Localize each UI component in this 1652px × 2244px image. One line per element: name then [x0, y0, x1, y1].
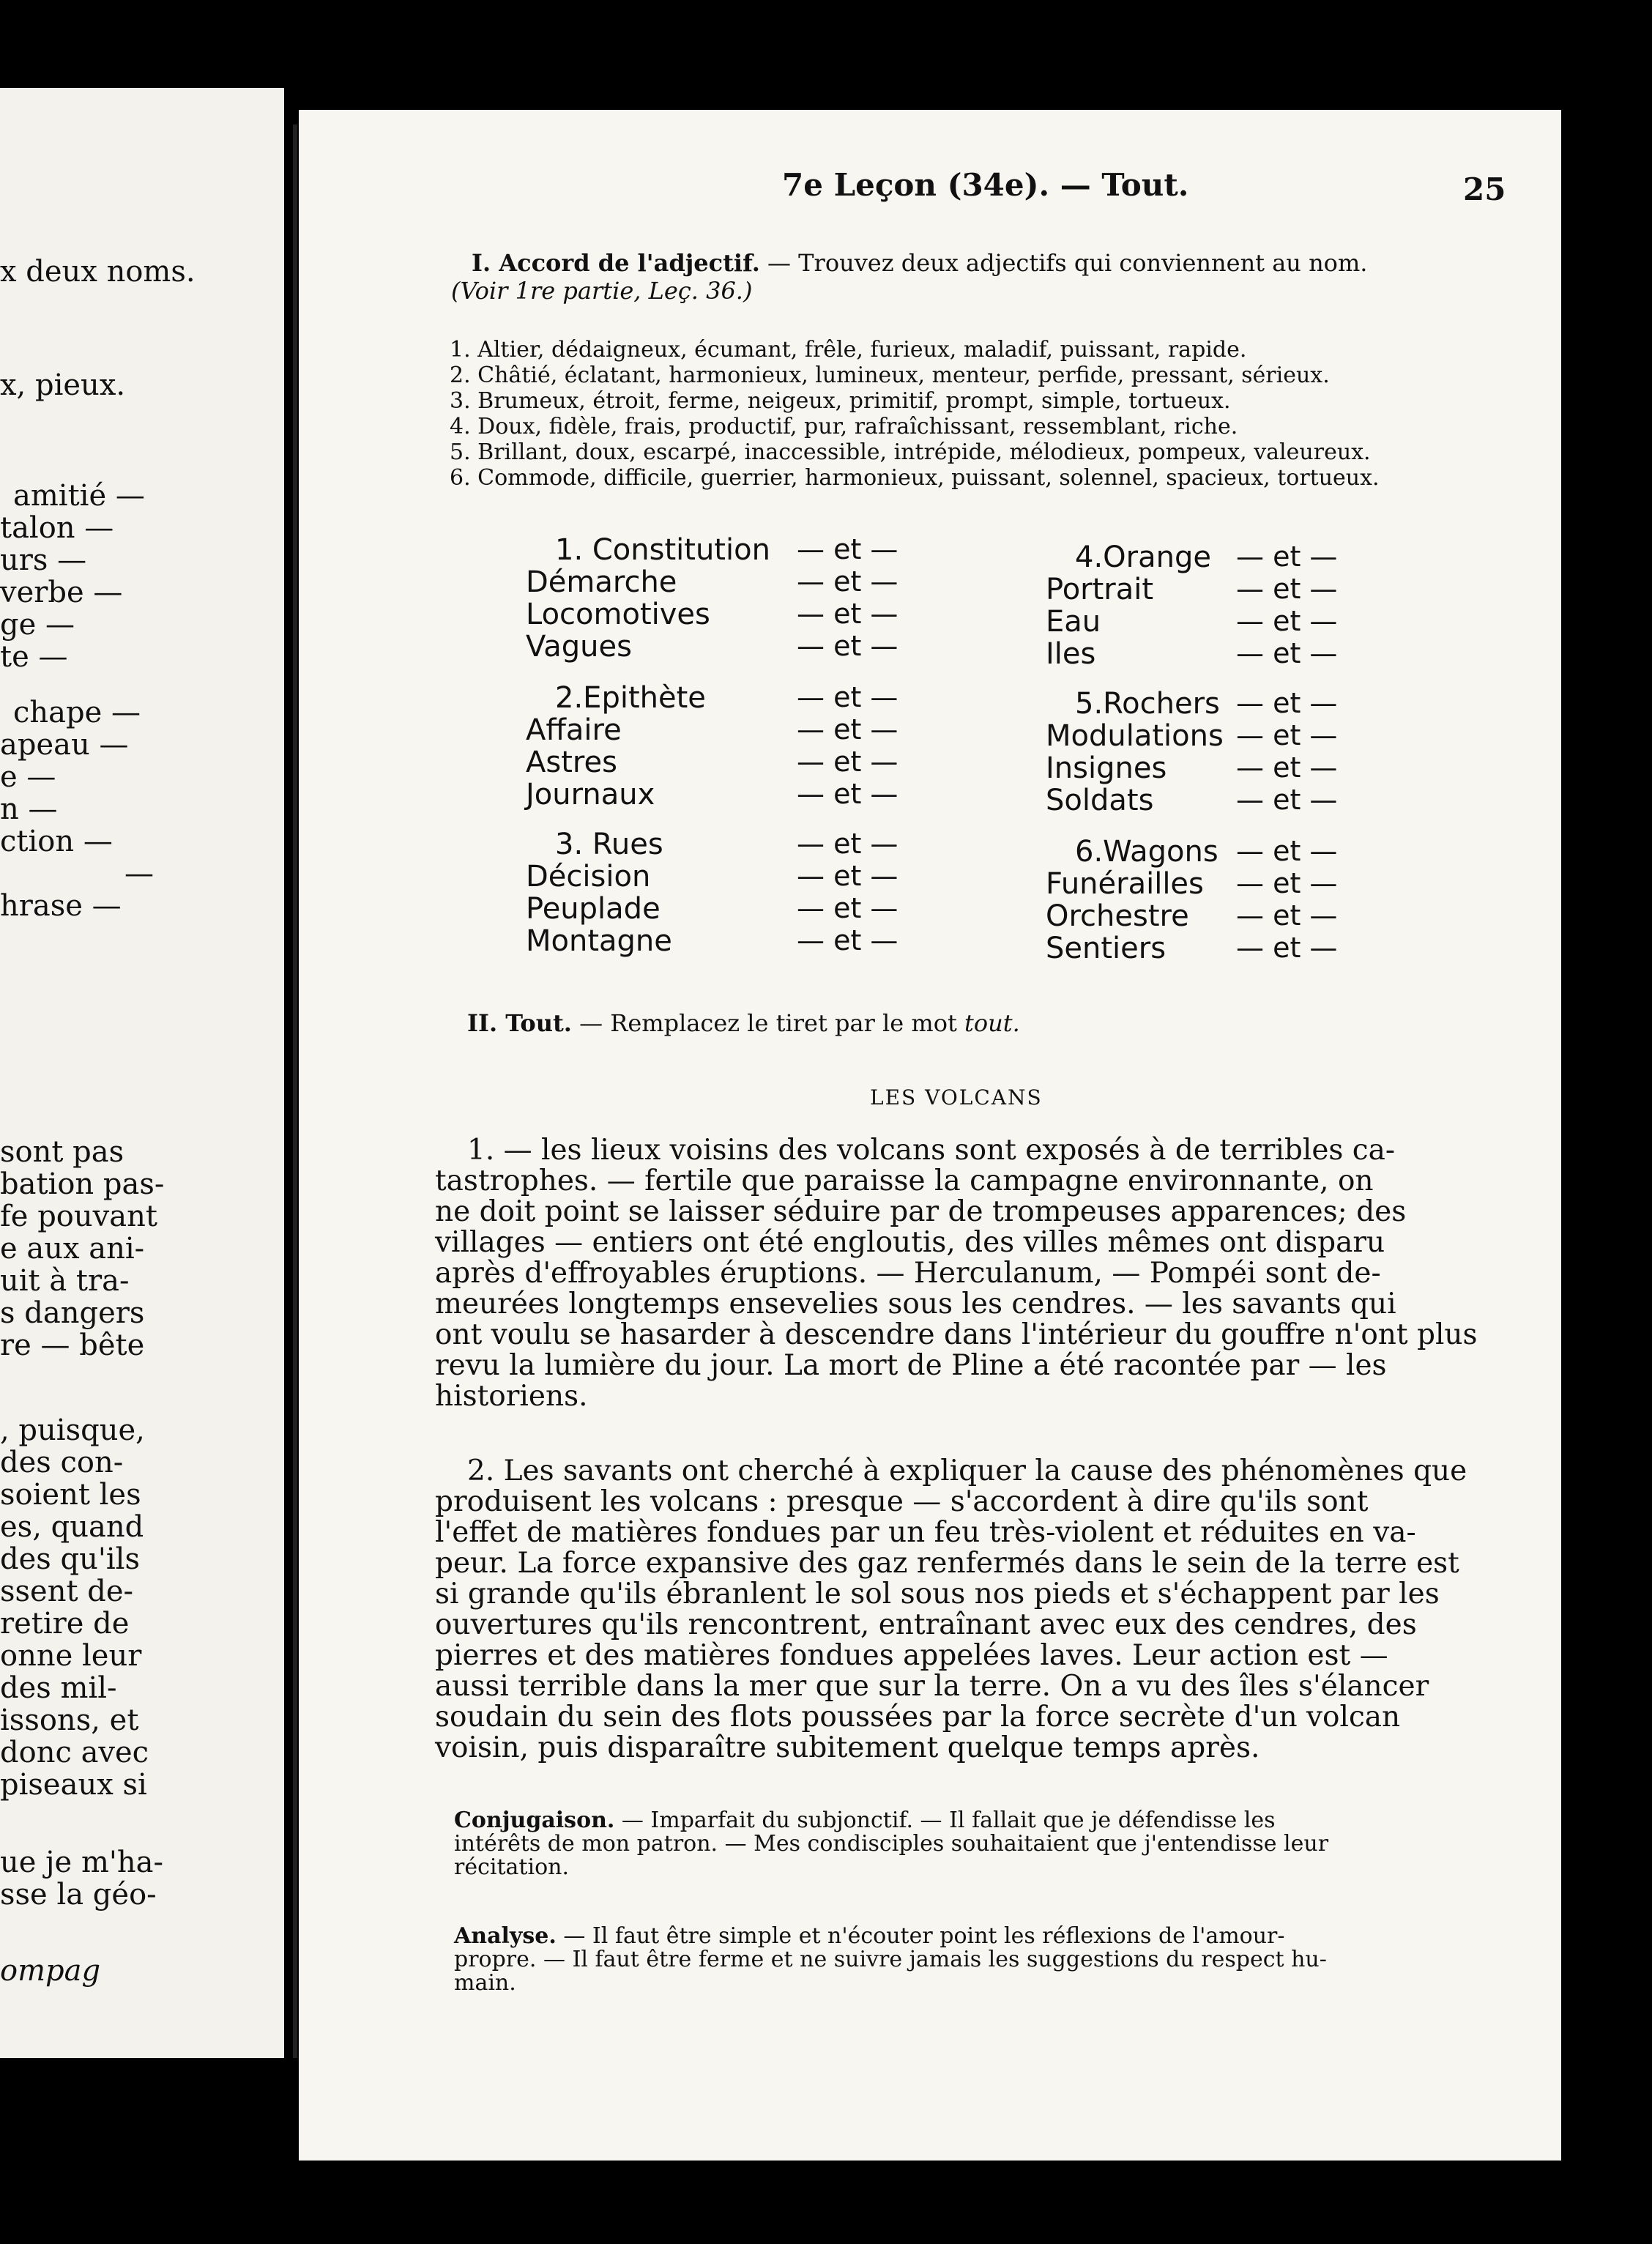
noun-item: 1. Constitution — [555, 533, 770, 567]
et-placeholder: — et — — [1236, 540, 1338, 573]
noun-item: 6.Wagons — [1075, 835, 1218, 869]
noun-item: Locomotives — [526, 598, 710, 631]
et-placeholder: — et — — [797, 630, 898, 662]
left-fragment: — — [124, 857, 154, 891]
adjective-list: 1. Altier, dédaigneux, écumant, frêle, furieux, maladif, puissant, rapide. — [450, 337, 1247, 363]
adjective-list: 2. Châtié, éclatant, harmonieux, lumineux, menteur, perfide, pressant, sérieux. — [450, 363, 1330, 388]
noun-item: 4.Orange — [1075, 540, 1211, 574]
left-fragment: ge — — [0, 608, 75, 642]
noun-item: Funérailles — [1046, 867, 1204, 901]
left-fragment: te — — [0, 640, 68, 674]
para1-line: meurées longtemps ensevelies sous les cendres. — les savants qui — [435, 1288, 1396, 1320]
left-fragment: e — — [0, 760, 56, 794]
paragraph-2 — [435, 1456, 1482, 1764]
adjective-list: 3. Brumeux, étroit, ferme, neigeux, primitif, prompt, simple, tortueux. — [450, 388, 1231, 414]
para2-line: voisin, puis disparaître subitement quelque temps après. — [435, 1731, 1260, 1764]
para1-line: revu la lumière du jour. La mort de Pline a été racontée par — les — [435, 1349, 1387, 1382]
left-fragment: x deux noms. — [0, 255, 196, 289]
analyse-block — [454, 1925, 1327, 1995]
para1-line: historiens. — [435, 1380, 588, 1413]
et-placeholder: — et — — [1236, 719, 1338, 751]
noun-item: Orchestre — [1046, 899, 1189, 933]
left-fragment: ction — — [0, 825, 113, 858]
para2-line: si grande qu'ils ébranlent le sol sous nos pieds et s'échappent par les — [435, 1578, 1440, 1610]
conjugaison-line: récitation. — [454, 1854, 570, 1880]
page-title: 7e Leçon (34e). — Tout. — [782, 167, 1189, 203]
para1-line: ont voulu se hasarder à descendre dans l'intérieur du gouffre n'ont plus — [435, 1318, 1478, 1351]
noun-item: Affaire — [526, 713, 622, 747]
para2-line: aussi terrible dans la mer que sur la terre. On a vu des îles s'élancer — [435, 1670, 1429, 1703]
paragraph-1 — [435, 1135, 1482, 1412]
noun-item: Iles — [1046, 637, 1096, 671]
left-fragment: des con- — [0, 1446, 124, 1479]
conjugaison-line: intérêts de mon patron. — Mes condisciples souhaitaient que j'entendisse leur — [454, 1831, 1329, 1857]
left-fragment: re — bête — [0, 1329, 145, 1362]
left-fragment: ssent de- — [0, 1575, 134, 1608]
noun-item: Peuplade — [526, 892, 661, 926]
section2-instruction: — Remplacez le tiret par le mot — [571, 1009, 965, 1037]
adjective-list: 5. Brillant, doux, escarpé, inaccessible, intrépide, mélodieux, pompeux, valeureux. — [450, 439, 1371, 465]
section1-reference: (Voir 1re partie, Leç. 36.) — [451, 277, 753, 305]
et-placeholder: — et — — [1236, 637, 1338, 669]
page-number: 25 — [1463, 171, 1506, 207]
conjugaison-line: — Imparfait du subjonctif. — Il fallait que je défendisse les — [614, 1808, 1276, 1833]
para2-line: peur. La force expansive des gaz renfermés dans le sein de la terre est — [435, 1547, 1459, 1580]
et-placeholder: — et — — [1236, 899, 1338, 932]
noun-item: Soldats — [1046, 784, 1154, 817]
left-fragment: uit à tra- — [0, 1264, 130, 1298]
para2-line: l'effet de matières fondues par un feu très-violent et réduites en va- — [435, 1516, 1416, 1549]
para1-line: ne doit point se laisser séduire par de trompeuses apparences; des — [435, 1195, 1407, 1228]
noun-item: Portrait — [1046, 573, 1154, 606]
left-fragment: e aux ani- — [0, 1232, 145, 1266]
et-placeholder: — et — — [797, 598, 898, 630]
noun-item: 5.Rochers — [1075, 687, 1220, 721]
et-placeholder: — et — — [1236, 835, 1338, 867]
para2-line: ouvertures qu'ils rencontrent, entraînant avec eux des cendres, des — [435, 1608, 1417, 1641]
noun-item: Vagues — [526, 630, 632, 664]
et-placeholder: — et — — [797, 746, 898, 778]
left-fragment: issons, et — [0, 1704, 139, 1737]
et-placeholder: — et — — [797, 924, 898, 956]
et-placeholder: — et — — [797, 533, 898, 565]
noun-item: Décision — [526, 860, 651, 893]
para2-line: soudain du sein des flots poussées par la force secrète d'un volcan — [435, 1701, 1401, 1734]
left-fragment: bation pas- — [0, 1167, 165, 1201]
analyse-line: propre. — Il faut être ferme et ne suivre jamais les suggestions du respect hu- — [454, 1947, 1327, 1972]
noun-item: Journaux — [526, 778, 655, 811]
para1-line: 1. — les lieux voisins des volcans sont exposés à de terribles ca- — [467, 1134, 1396, 1167]
left-fragment: sont pas — [0, 1135, 124, 1169]
left-fragment: retire de — [0, 1607, 130, 1641]
para1-line: après d'effroyables éruptions. — Herculanum, — Pompéi sont de- — [435, 1257, 1381, 1290]
noun-item: Montagne — [526, 924, 672, 958]
et-placeholder: — et — — [797, 860, 898, 892]
et-placeholder: — et — — [1236, 867, 1338, 899]
section1-instruction: — Trouvez deux adjectifs qui conviennent au nom. — [759, 249, 1368, 277]
section1-heading-line — [472, 249, 1367, 277]
noun-item: Sentiers — [1046, 932, 1167, 965]
et-placeholder: — et — — [1236, 784, 1338, 816]
et-placeholder: — et — — [1236, 573, 1338, 605]
left-fragment: verbe — — [0, 576, 123, 609]
left-facing-page — [0, 88, 284, 2058]
et-placeholder: — et — — [1236, 605, 1338, 637]
left-fragment: talon — — [0, 511, 114, 545]
left-fragment: des mil- — [0, 1671, 117, 1705]
left-fragment: x, pieux. — [0, 368, 126, 402]
section2-instruction-word: tout. — [964, 1009, 1020, 1037]
left-fragment: soient les — [0, 1478, 141, 1512]
et-placeholder: — et — — [1236, 932, 1338, 964]
analyse-line: main. — [454, 1970, 516, 1996]
left-fragment: chape — — [13, 696, 141, 729]
et-placeholder: — et — — [797, 681, 898, 713]
left-fragment: urs — — [0, 543, 87, 577]
left-fragment: sse la géo- — [0, 1878, 157, 1912]
section2-heading-line — [467, 1009, 1020, 1037]
noun-item: Démarche — [526, 565, 677, 599]
analyse-line: — Il faut être simple et n'écouter point les réflexions de l'amour- — [556, 1923, 1285, 1949]
book-spine — [293, 125, 297, 2058]
left-fragment: , puisque, — [0, 1413, 145, 1447]
analyse-label: Analyse. — [454, 1923, 557, 1949]
adjective-list: 4. Doux, fidèle, frais, productif, pur, rafraîchissant, ressemblant, riche. — [450, 414, 1238, 439]
para2-line: pierres et des matières fondues appelées laves. Leur action est — — [435, 1639, 1388, 1672]
et-placeholder: — et — — [797, 892, 898, 924]
et-placeholder: — et — — [1236, 751, 1338, 784]
para2-line: 2. Les savants ont cherché à expliquer la cause des phénomènes que — [467, 1454, 1467, 1487]
left-fragment: s dangers — [0, 1296, 145, 1330]
main-page — [299, 110, 1561, 2161]
et-placeholder: — et — — [797, 565, 898, 598]
left-fragment: des qu'ils — [0, 1542, 140, 1576]
et-placeholder: — et — — [797, 713, 898, 746]
para2-line: produisent les volcans : presque — s'accordent à dire qu'ils sont — [435, 1485, 1369, 1518]
noun-item: 2.Epithète — [555, 681, 706, 715]
left-fragment: amitié — — [13, 479, 145, 513]
para1-line: villages — entiers ont été engloutis, des villes mêmes ont disparu — [435, 1226, 1385, 1259]
left-fragment: ue je m'ha- — [0, 1846, 163, 1879]
left-fragment: donc avec — [0, 1736, 149, 1769]
left-fragment: es, quand — [0, 1510, 144, 1544]
section2-title: LES VOLCANS — [870, 1085, 1043, 1110]
et-placeholder: — et — — [1236, 687, 1338, 719]
section1-heading: I. Accord de l'adjectif. — [472, 249, 760, 277]
para1-line: tastrophes. — fertile que paraisse la campagne environnante, on — [435, 1164, 1374, 1197]
noun-item: Astres — [526, 746, 617, 779]
adjective-list: 6. Commode, difficile, guerrier, harmonieux, puissant, solennel, spacieux, tortueux. — [450, 465, 1380, 491]
left-fragment: n — — [0, 792, 58, 826]
et-placeholder: — et — — [797, 828, 898, 860]
left-fragment: ompag — [0, 1954, 101, 1988]
left-fragment: piseaux si — [0, 1768, 147, 1802]
left-fragment: onne leur — [0, 1639, 142, 1673]
left-fragment: fe pouvant — [0, 1200, 157, 1233]
conjugaison-block — [454, 1809, 1328, 1879]
conjugaison-label: Conjugaison. — [454, 1808, 615, 1833]
left-fragment: apeau — — [0, 728, 129, 762]
section2-heading: II. Tout. — [467, 1009, 572, 1037]
noun-item: Eau — [1046, 605, 1101, 639]
et-placeholder: — et — — [797, 778, 898, 810]
noun-item: Insignes — [1046, 751, 1167, 785]
noun-item: 3. Rues — [555, 828, 663, 861]
noun-item: Modulations — [1046, 719, 1224, 753]
left-fragment: hrase — — [0, 889, 122, 923]
